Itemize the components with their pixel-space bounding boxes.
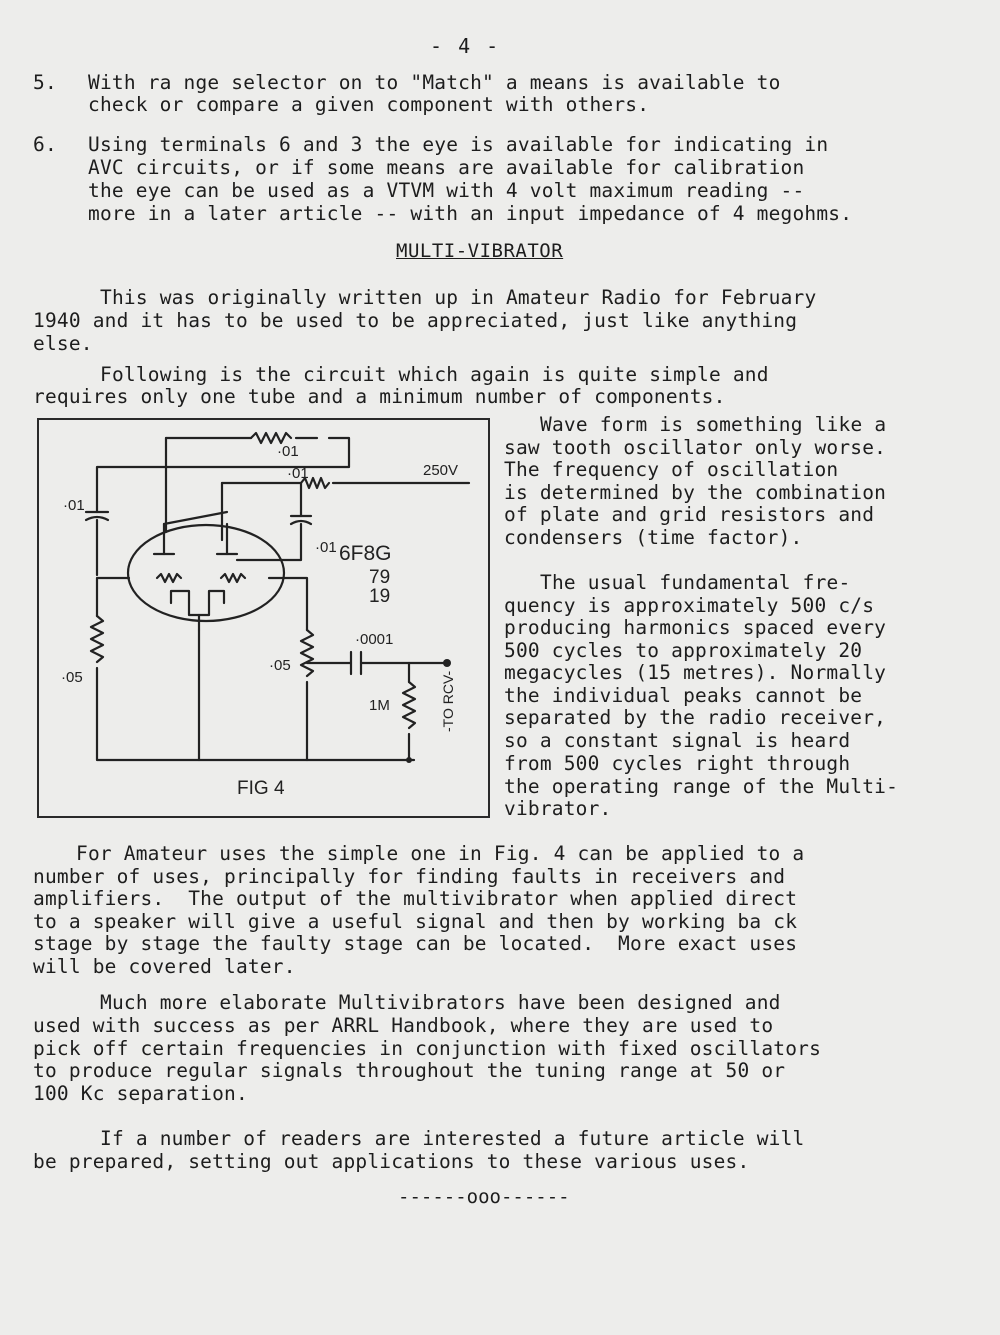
amateur-line-1: For Amateur uses the simple one in Fig. 4 can be applied to a (76, 842, 805, 865)
amateur-line-5: stage by stage the faulty stage can be located. More exact uses (33, 932, 798, 955)
elaborate-line-3: pick off certain frequencies in conjunction with fixed oscillators (33, 1037, 822, 1060)
fundamental-line-9: from 500 cycles right through (504, 752, 851, 775)
fundamental-line-5: megacycles (15 metres). Normally (504, 661, 887, 684)
item-5-number: 5. (33, 71, 57, 94)
r-out-label: 1M (369, 697, 390, 714)
page-number: - 4 - (430, 34, 501, 58)
c-out-label: ·0001 (355, 631, 394, 648)
item-6-line-1: Using terminals 6 and 3 the eye is available for indicating in (88, 133, 829, 156)
end-separator: ------ooo------ (398, 1186, 570, 1208)
wave-line-3: The frequency of oscillation (504, 458, 839, 481)
item-6-line-3: the eye can be used as a VTVM with 4 volt maximum reading -- (88, 179, 805, 202)
amateur-line-3: amplifiers. The output of the multivibrator when applied direct (33, 887, 798, 910)
c-left-label: ·01 (63, 497, 85, 514)
fundamental-line-8: so a constant signal is heard (504, 729, 851, 752)
figure-4-circuit (37, 418, 490, 818)
tube-alt-label-2: 19 (369, 586, 391, 607)
wave-line-6: condensers (time factor). (504, 526, 803, 549)
wave-line-5: of plate and grid resistors and (504, 503, 875, 526)
fundamental-line-4: 500 cycles to approximately 20 (504, 639, 863, 662)
elaborate-line-5: 100 Kc separation. (33, 1082, 248, 1105)
r-left-label: ·05 (61, 669, 83, 686)
r-right-label: ·05 (269, 657, 291, 674)
fundamental-line-1: The usual fundamental fre- (540, 571, 851, 594)
supply-label: 250V (423, 462, 459, 479)
item-5-line-2: check or compare a given component with others. (88, 93, 650, 116)
amateur-line-2: number of uses, principally for finding faults in receivers and (33, 865, 786, 888)
section-heading: MULTI-VIBRATOR (396, 240, 564, 262)
following-line-1: Following is the circuit which again is quite simple and (100, 363, 769, 386)
r-top-label: ·01 (277, 443, 299, 460)
intro-line-1: This was originally written up in Amateur Radio for February (100, 286, 817, 309)
readers-line-2: be prepared, setting out applications to these various uses. (33, 1150, 750, 1173)
c-mid-label: ·01 (315, 539, 337, 556)
wave-line-4: is determined by the combination (504, 481, 887, 504)
fundamental-line-2: quency is approximately 500 c/s (504, 594, 875, 617)
fundamental-line-7: separated by the radio receiver, (504, 706, 887, 729)
wave-line-1: Wave form is something like a (540, 413, 887, 436)
figure-caption: FIG 4 (237, 778, 285, 799)
tube-type-label: 6F8G (339, 542, 392, 565)
amateur-line-6: will be covered later. (33, 955, 296, 978)
amateur-line-4: to a speaker will give a useful signal and then by working ba ck (33, 910, 798, 933)
elaborate-line-2: used with success as per ARRL Handbook, where they are used to (33, 1014, 774, 1037)
item-5-line-1: With ra nge selector on to "Match" a means is available to (88, 71, 781, 94)
fundamental-line-11: vibrator. (504, 797, 612, 820)
tube-alt-label-1: 79 (369, 567, 391, 588)
output-label: -TO RCV- (440, 670, 456, 732)
fundamental-line-3: producing harmonics spaced every (504, 616, 887, 639)
fundamental-line-6: the individual peaks cannot be (504, 684, 863, 707)
item-6-line-2: AVC circuits, or if some means are available for calibration (88, 156, 805, 179)
intro-line-3: else. (33, 332, 93, 355)
intro-line-2: 1940 and it has to be used to be appreciated, just like anything (33, 309, 798, 332)
item-6-number: 6. (33, 133, 57, 156)
c-top-label: ·01 (287, 465, 309, 482)
wave-line-2: saw tooth oscillator only worse. (504, 436, 887, 459)
following-line-2: requires only one tube and a minimum number of components. (33, 385, 726, 408)
readers-line-1: If a number of readers are interested a future article will (100, 1127, 805, 1150)
circuit-diagram (39, 420, 488, 816)
item-6-line-4: more in a later article -- with an input impedance of 4 megohms. (88, 202, 853, 225)
fundamental-line-10: the operating range of the Multi- (504, 775, 899, 798)
elaborate-line-1: Much more elaborate Multivibrators have been designed and (100, 991, 781, 1014)
elaborate-line-4: to produce regular signals throughout the tuning range at 50 or (33, 1059, 786, 1082)
